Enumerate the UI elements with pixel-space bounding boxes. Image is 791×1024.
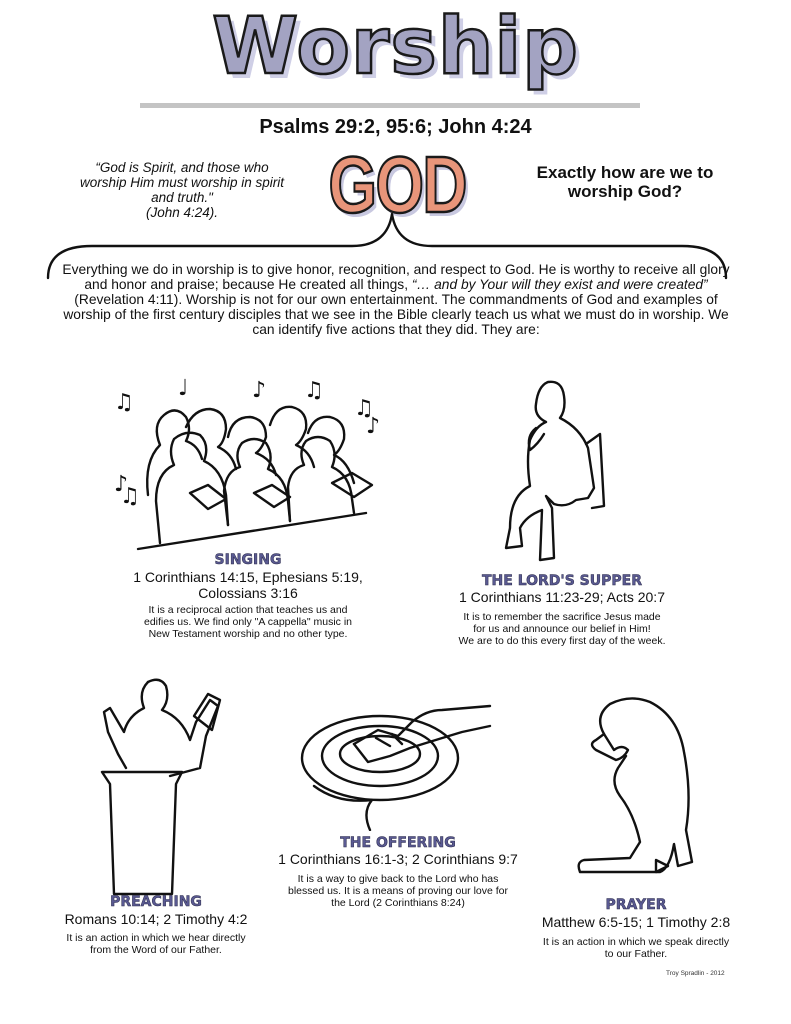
music-note-icon: ♪	[114, 472, 129, 497]
ref-line: Romans 10:14; 2 Timothy 4:2	[64, 911, 248, 927]
prayer-desc	[501, 936, 771, 960]
desc-line: the Lord (2 Corinthians 8:24)	[331, 897, 465, 909]
quote-line: (John 4:24).	[145, 205, 219, 220]
ref-line: Matthew 6:5-15; 1 Timothy 2:8	[541, 914, 731, 930]
desc-line: blessed us. It is a means of proving our love for	[287, 885, 509, 897]
prayer-refs	[486, 914, 786, 930]
desc-line: edifies us. We find only "A cappella" music in	[143, 616, 353, 628]
lords-supper-desc	[422, 611, 702, 647]
music-note-icon: ♫	[114, 390, 134, 415]
lords-supper-refs	[412, 589, 712, 605]
kneeling-prayer-icon	[574, 694, 704, 878]
music-note-icon: ♫	[304, 378, 324, 403]
revelation-quote: “… and by Your will they exist and were created”	[408, 277, 708, 292]
question-line: worship God?	[567, 182, 683, 201]
quote-line: “God is Spirit, and those who	[95, 160, 269, 175]
lords-supper-title: THE LORD'S SUPPER	[482, 573, 642, 589]
intro-text-2: (Revelation 4:11). Worship is not for our own entertainment. The commandments of God and examples of worship of the first century disciples that we see in the Bible clearly teach us what we must do in worship. We can identify five actions that they did. They are:	[63, 292, 729, 337]
quote-line: and truth."	[151, 190, 213, 205]
offering-refs	[248, 851, 548, 867]
music-note-icon: ♪	[252, 378, 267, 403]
preaching-refs	[6, 911, 306, 927]
question-line: Exactly how are we to	[536, 163, 714, 182]
music-note-icon: ♫	[120, 484, 140, 509]
desc-line: New Testament worship and no other type.	[148, 628, 348, 640]
desc-line: It is to remember the sacrifice Jesus made	[463, 611, 661, 623]
ref-line: 1 Corinthians 11:23-29; Acts 20:7	[459, 589, 665, 605]
worship-question	[515, 163, 735, 201]
singing-desc	[113, 604, 383, 640]
quote-line: worship Him must worship in spirit	[79, 175, 285, 190]
author-credit: Troy Spradlin - 2012	[666, 970, 725, 977]
singing-refs	[98, 569, 398, 601]
singing-title: SINGING	[214, 552, 282, 568]
offering-title: THE OFFERING	[340, 835, 456, 851]
desc-line: We are to do this every first day of the week.	[458, 635, 666, 647]
ref-line: 1 Corinthians 14:15, Ephesians 5:19,	[133, 569, 363, 585]
offering-desc	[258, 873, 538, 909]
preacher-at-pulpit-icon	[96, 672, 226, 897]
preaching-title: PREACHING	[110, 894, 202, 910]
god-word-art: GOD	[328, 140, 466, 229]
scripture-reference: Psalms 29:2, 95:6; John 4:24	[259, 116, 532, 138]
hand-giving-offering-icon	[294, 686, 494, 831]
page-title: Worship	[212, 2, 579, 92]
desc-line: It is a reciprocal action that teaches us and	[148, 604, 348, 616]
choir-singing-icon	[108, 375, 388, 555]
desc-line: to our Father.	[604, 948, 668, 960]
desc-line: It is a way to give back to the Lord who has	[297, 873, 499, 885]
desc-line: from the Word of our Father.	[90, 944, 222, 956]
desc-line: It is an action in which we hear directly	[66, 932, 246, 944]
intro-text: Everything we do in worship is to give honor, recognition, and respect to God. He is worthy to receive all glory and honor and praise; because He created all things,	[62, 262, 730, 292]
prayer-title: PRAYER	[605, 897, 667, 913]
intro-paragraph	[62, 262, 730, 337]
music-note-icon: ♩	[178, 376, 189, 401]
desc-line: for us and announce our belief in Him!	[473, 623, 651, 635]
ref-line: Colossians 3:16	[198, 585, 298, 601]
ref-line: 1 Corinthians 16:1-3; 2 Corinthians 9:7	[278, 851, 518, 867]
preaching-desc	[21, 932, 291, 956]
music-note-icon: ♪	[366, 414, 381, 439]
seated-man-communion-icon	[496, 378, 616, 568]
title-divider	[140, 103, 640, 108]
desc-line: It is an action in which we speak directly	[542, 936, 730, 948]
music-note-icon: ♫	[354, 396, 374, 421]
